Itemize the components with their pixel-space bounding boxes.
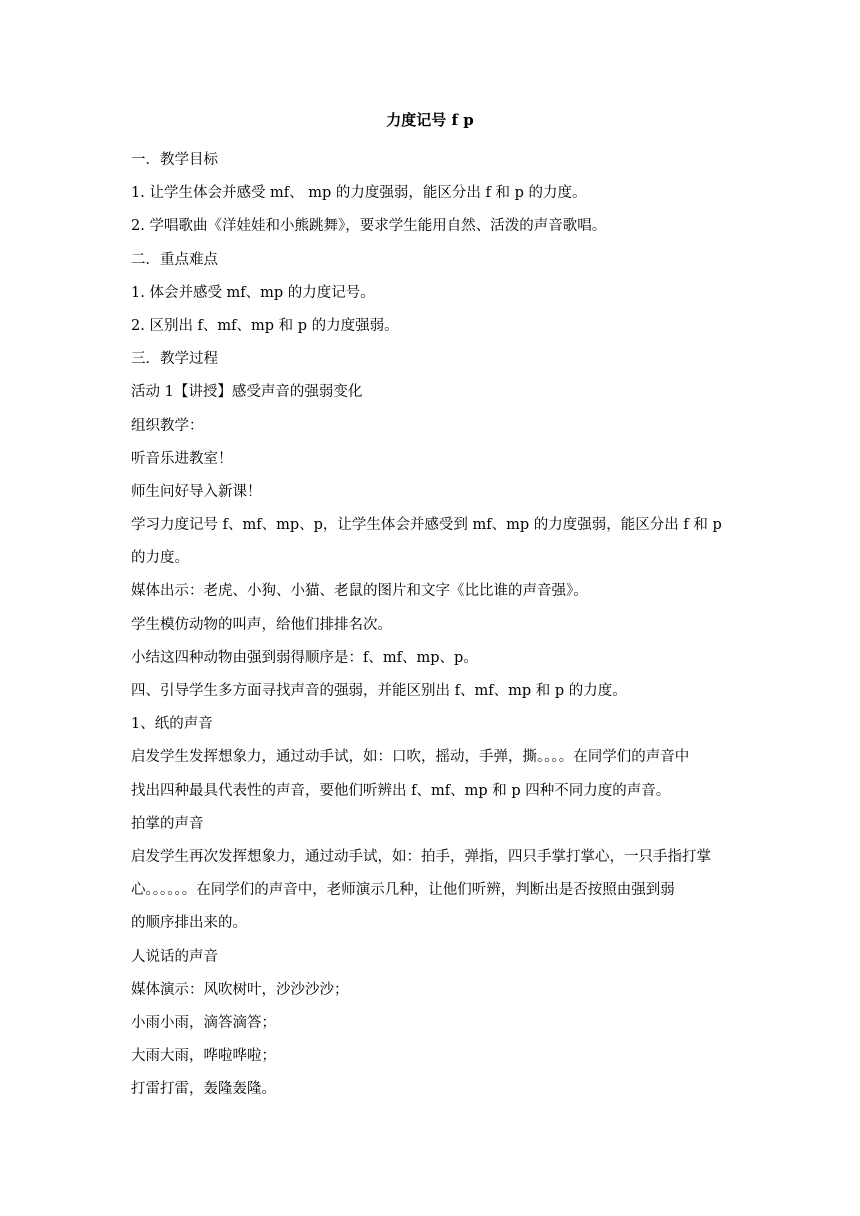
document-title: 力度记号 f p — [386, 111, 474, 129]
text-line: 的力度。 — [131, 550, 189, 567]
text-line: 三．教学过程 — [131, 351, 218, 368]
text-line: 启发学生再次发挥想象力，通过动手试，如：拍手，弹指，四只手掌打掌心，一只手指打掌 — [131, 848, 711, 865]
text-line: 四、引导学生多方面寻找声音的强弱，并能区别出 f、mf、mp 和 p 的力度。 — [131, 683, 627, 699]
document-body — [131, 144, 731, 1106]
text-line: 启发学生发挥想象力，通过动手试，如：口吹，摇动，手弹，撕。。。。在同学们的声音中 — [131, 749, 690, 766]
text-line: 的顺序排出来的。 — [131, 915, 247, 932]
text-line: 师生问好导入新课！ — [131, 483, 262, 500]
text-line: 一．教学目标 — [131, 152, 218, 168]
text-line: 1. 让学生体会并感受 mf、 mp 的力度强弱，能区分出 f 和 p 的力度。 — [131, 185, 587, 202]
text-line: 2. 区别出 f、mf、mp 和 p 的力度强弱。 — [131, 317, 399, 334]
text-line: 学生模仿动物的叫声，给他们排排名次。 — [131, 616, 392, 633]
text-line: 拍掌的声音 — [131, 815, 204, 832]
text-line: 心。。。。。。在同学们的声音中，老师演示几种，让他们听辨，判断出是否按照由强到弱 — [131, 882, 675, 899]
text-line: 打雷打雷，轰隆轰隆。 — [131, 1081, 276, 1098]
text-line: 二．重点难点 — [131, 251, 218, 268]
text-line: 1. 体会并感受 mf、mp 的力度记号。 — [131, 284, 375, 301]
text-line: 人说话的声音 — [131, 948, 218, 965]
text-line: 媒体出示：老虎、小狗、小猫、老鼠的图片和文字《比比谁的声音强》。 — [131, 583, 588, 600]
text-line: 听音乐进教室！ — [131, 450, 233, 467]
text-line: 小雨小雨，滴答滴答； — [131, 1014, 276, 1031]
text-line: 组织教学： — [131, 417, 204, 434]
text-line: 活动 1【讲授】感受声音的强弱变化 — [131, 384, 363, 401]
text-line: 找出四种最具代表性的声音，要他们听辨出 f、mf、mp 和 p 四种不同力度的声音。 — [131, 782, 671, 799]
text-line: 大雨大雨，哗啦哗啦； — [131, 1048, 276, 1065]
text-line: 学习力度记号 f、mf、mp、p，让学生体会并感受到 mf、mp 的力度强弱，能区分出 f 和 p — [131, 517, 722, 534]
text-line: 小结这四种动物由强到弱得顺序是：f、mf、mp、p。 — [131, 649, 478, 666]
text-line: 1、纸的声音 — [131, 716, 213, 733]
text-line: 2. 学唱歌曲《洋娃娃和小熊跳舞》，要求学生能用自然、活泼的声音歌唱。 — [131, 218, 607, 235]
text-line: 媒体演示：风吹树叶，沙沙沙沙； — [131, 981, 349, 998]
